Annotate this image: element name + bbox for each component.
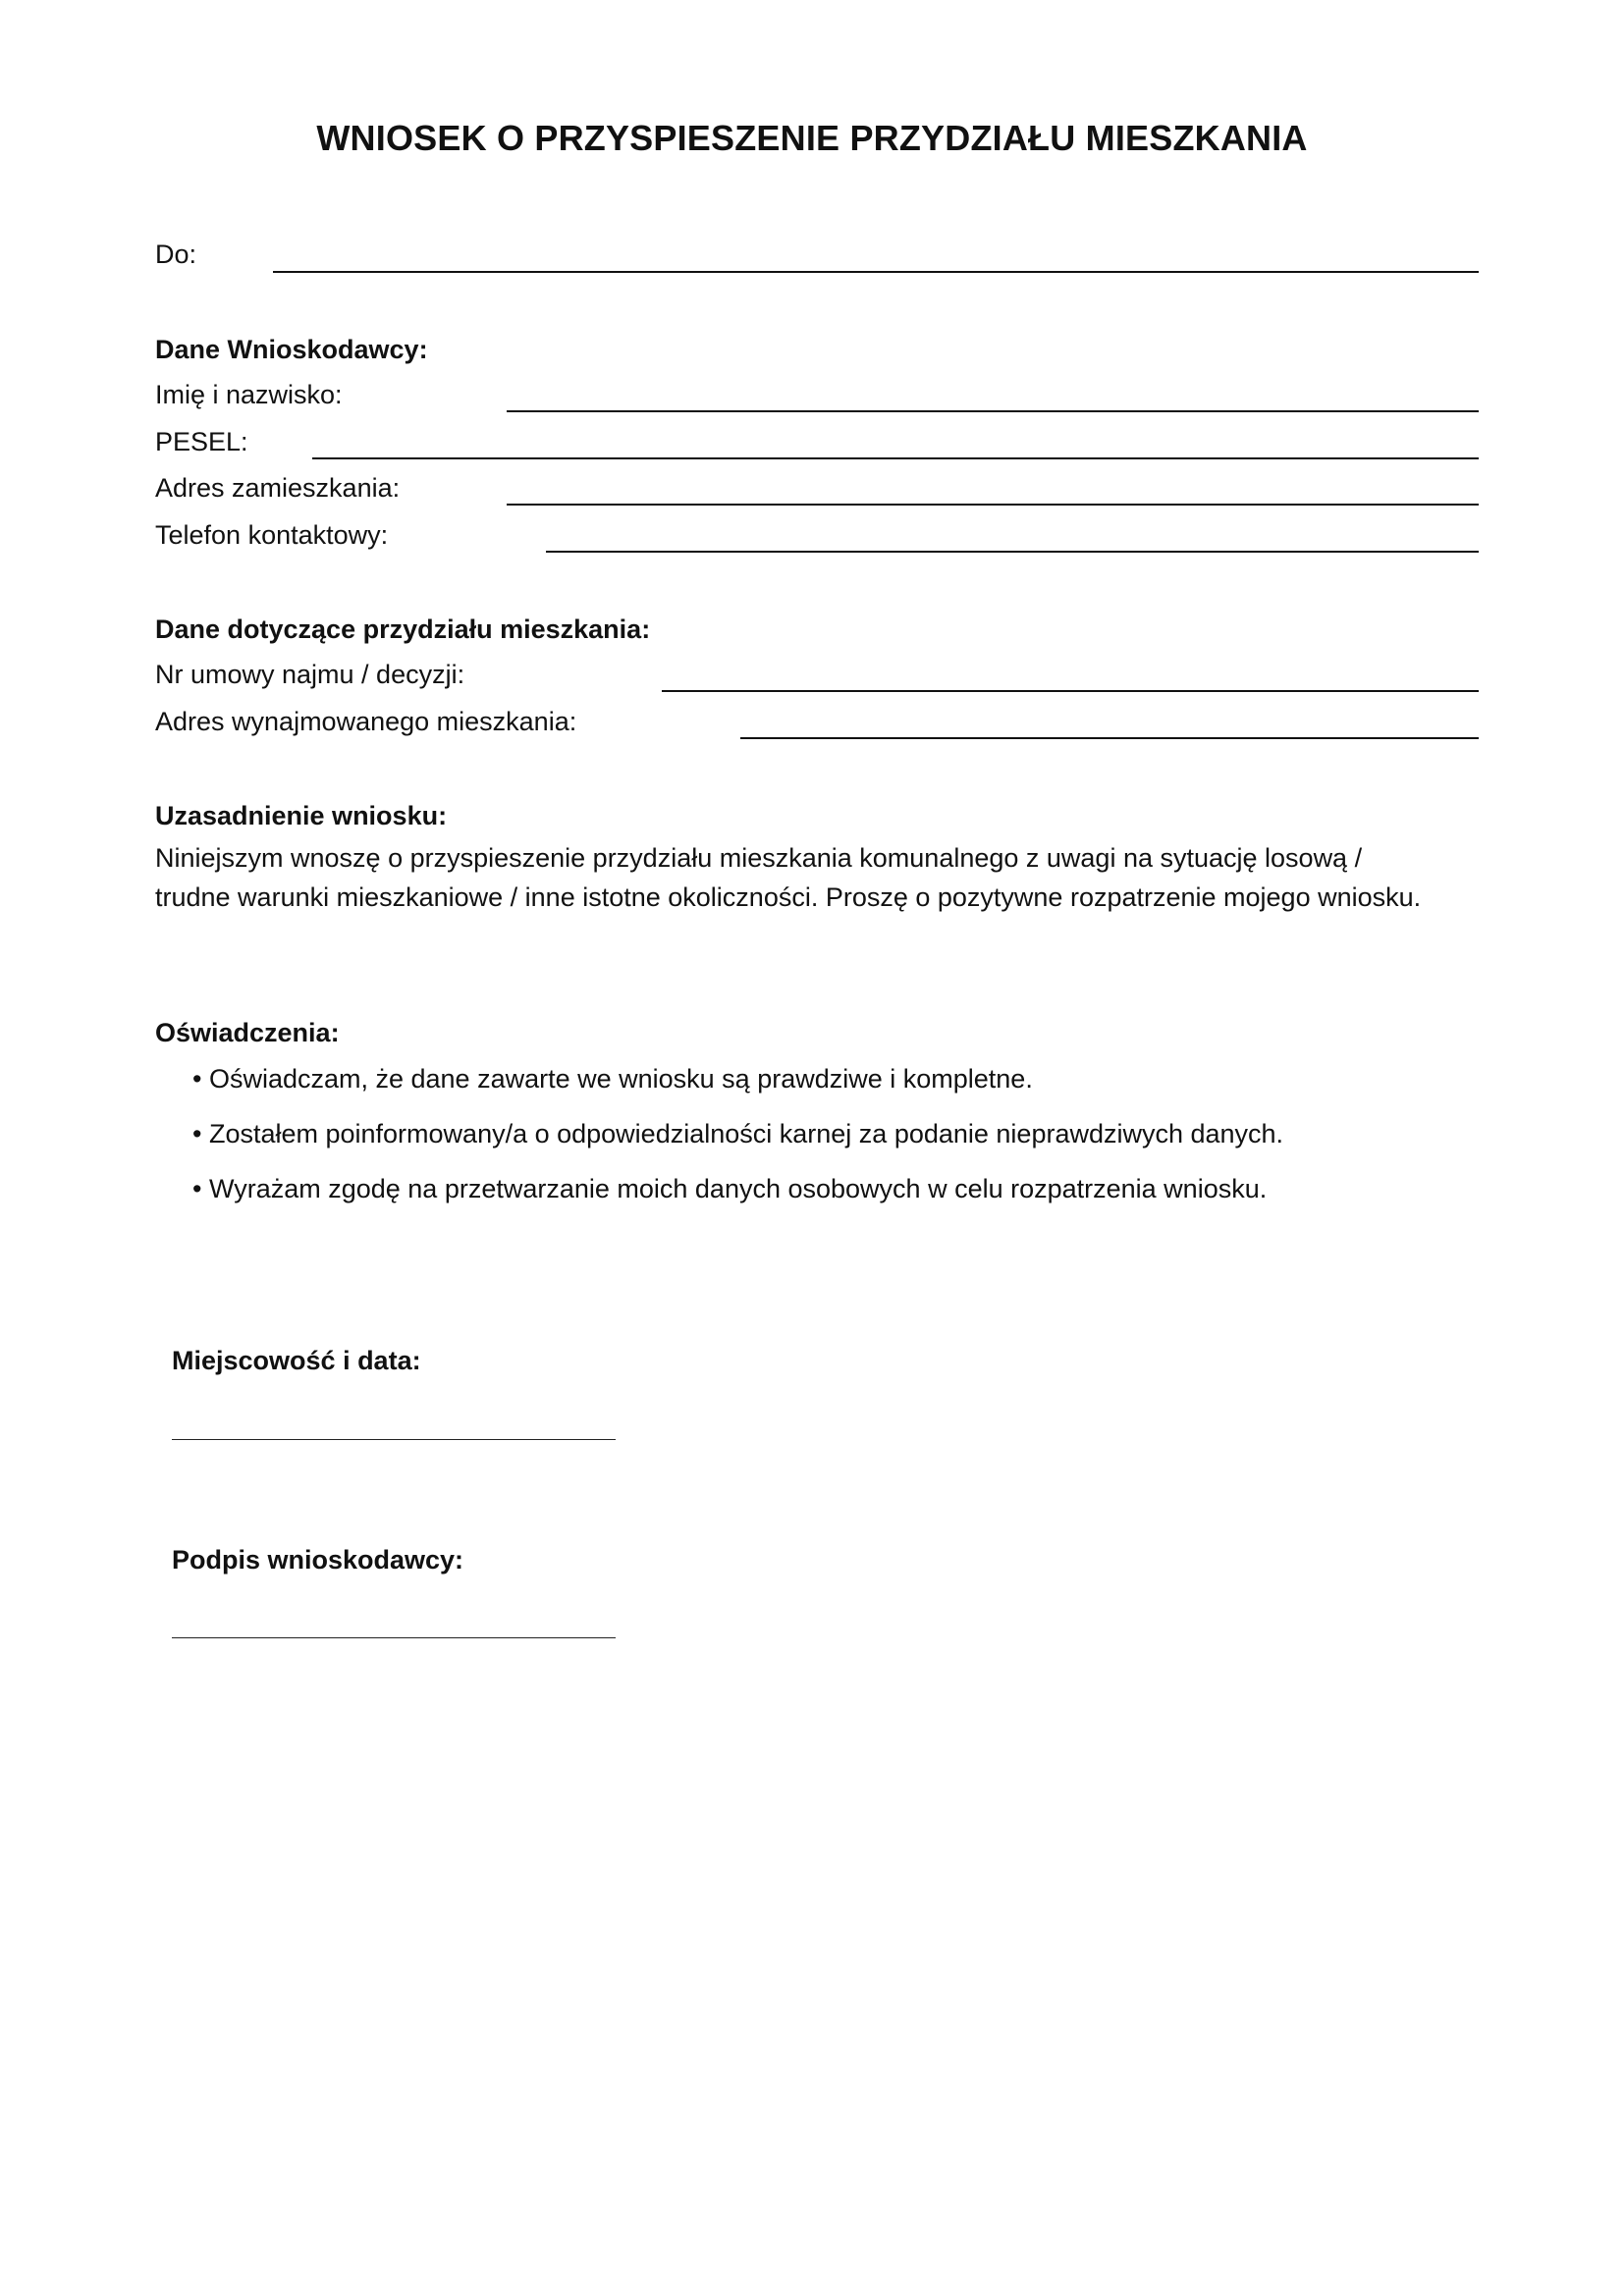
signature-field-line[interactable]: [172, 1637, 616, 1638]
address-field-line[interactable]: [507, 504, 1479, 506]
phone-field-line[interactable]: [546, 551, 1479, 553]
document-title: WNIOSEK O PRZYSPIESZENIE PRZYDZIAŁU MIESZKANIA: [316, 118, 1308, 158]
justification-text: [155, 838, 1421, 917]
name-label: Imię i nazwisko:: [155, 380, 343, 409]
recipient-label: Do:: [155, 240, 197, 269]
applicant-heading: Dane Wnioskodawcy:: [155, 335, 428, 364]
contract-number-field-line[interactable]: [662, 690, 1479, 692]
place-date-label: Miejscowość i data:: [172, 1346, 421, 1375]
rented-address-field-line[interactable]: [740, 737, 1479, 739]
allocation-heading: Dane dotyczące przydziału mieszkania:: [155, 614, 651, 644]
signature-label: Podpis wnioskodawcy:: [172, 1545, 464, 1575]
address-label: Adres zamieszkania:: [155, 473, 401, 503]
declaration-item: • Zostałem poinformowany/a o odpowiedzialności karnej za podanie nieprawdziwych danych.: [192, 1119, 1284, 1148]
justification-line: trudne warunki mieszkaniowe / inne istotne okoliczności. Proszę o pozytywne rozpatrzenie mojego wniosku.: [155, 882, 1422, 912]
rented-address-label: Adres wynajmowanego mieszkania:: [155, 707, 577, 736]
place-date-field-line[interactable]: [172, 1439, 616, 1440]
declarations-heading: Oświadczenia:: [155, 1018, 340, 1047]
pesel-field-line[interactable]: [312, 457, 1479, 459]
justification-line: Niniejszym wnoszę o przyspieszenie przydziału mieszkania komunalnego z uwagi na sytuację losową /: [155, 843, 1363, 873]
phone-label: Telefon kontaktowy:: [155, 520, 389, 550]
justification-heading: Uzasadnienie wniosku:: [155, 801, 448, 830]
declaration-item: • Oświadczam, że dane zawarte we wniosku są prawdziwe i kompletne.: [192, 1064, 1033, 1094]
pesel-label: PESEL:: [155, 427, 248, 456]
contract-number-label: Nr umowy najmu / decyzji:: [155, 660, 465, 689]
recipient-field-line[interactable]: [273, 271, 1479, 273]
declaration-item: • Wyrażam zgodę na przetwarzanie moich danych osobowych w celu rozpatrzenia wniosku.: [192, 1174, 1268, 1203]
name-field-line[interactable]: [507, 410, 1479, 412]
